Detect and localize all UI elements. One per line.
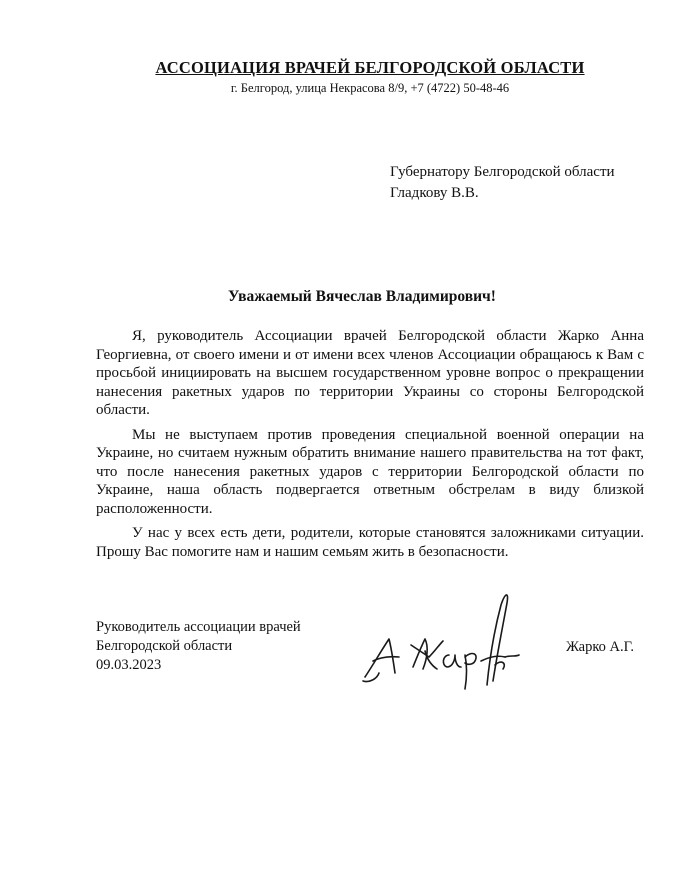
organization-name: АССОЦИАЦИЯ ВРАЧЕЙ БЕЛГОРОДСКОЙ ОБЛАСТИ: [155, 58, 585, 77]
salutation: Уважаемый Вячеслав Владимирович!: [228, 288, 496, 305]
signature-drawing: [355, 585, 545, 697]
letter-body: [96, 327, 644, 567]
recipient-title: Губернатору Белгородской области: [390, 164, 615, 180]
recipient-block: [390, 162, 615, 204]
signer-name: Жарко А.Г.: [566, 639, 634, 655]
body-paragraph-1: Я, руководитель Ассоциации врачей Белгородской области Жарко Анна Георгиевна, от своего имени и от имени всех членов Ассоциации обращаюсь к Вам с просьбой инициировать на высшем государственном уровне вопрос о прекращении нанесения ракетных ударов по территории Украины со стороны Белгородской области.: [96, 328, 644, 418]
letter-date: 09.03.2023: [96, 657, 162, 673]
organization-address: г. Белгород, улица Некрасова 8/9, +7 (4722) 50-48-46: [230, 81, 510, 95]
body-paragraph-2: Мы не выступаем против проведения специальной военной операции на Украине, но считаем нужным обратить внимание нашего правительства на тот факт, что после нанесения ракетных ударов с территории Белгородской области по Украине, наша область подвергается ответным обстрелам в виду близкой расположенности.: [96, 426, 644, 517]
body-paragraph-3: У нас у всех есть дети, родители, которые становятся заложниками ситуации. Прошу Вас помогите нам и нашим семьям жить в безопасности.: [96, 525, 644, 560]
signer-position-line2: Белгородской области: [96, 638, 233, 654]
signer-position-line1: Руководитель ассоциации врачей: [96, 619, 301, 635]
handwritten-signature: [355, 585, 545, 697]
signature-block: [96, 618, 301, 675]
recipient-name: Гладкову В.В.: [390, 185, 479, 201]
